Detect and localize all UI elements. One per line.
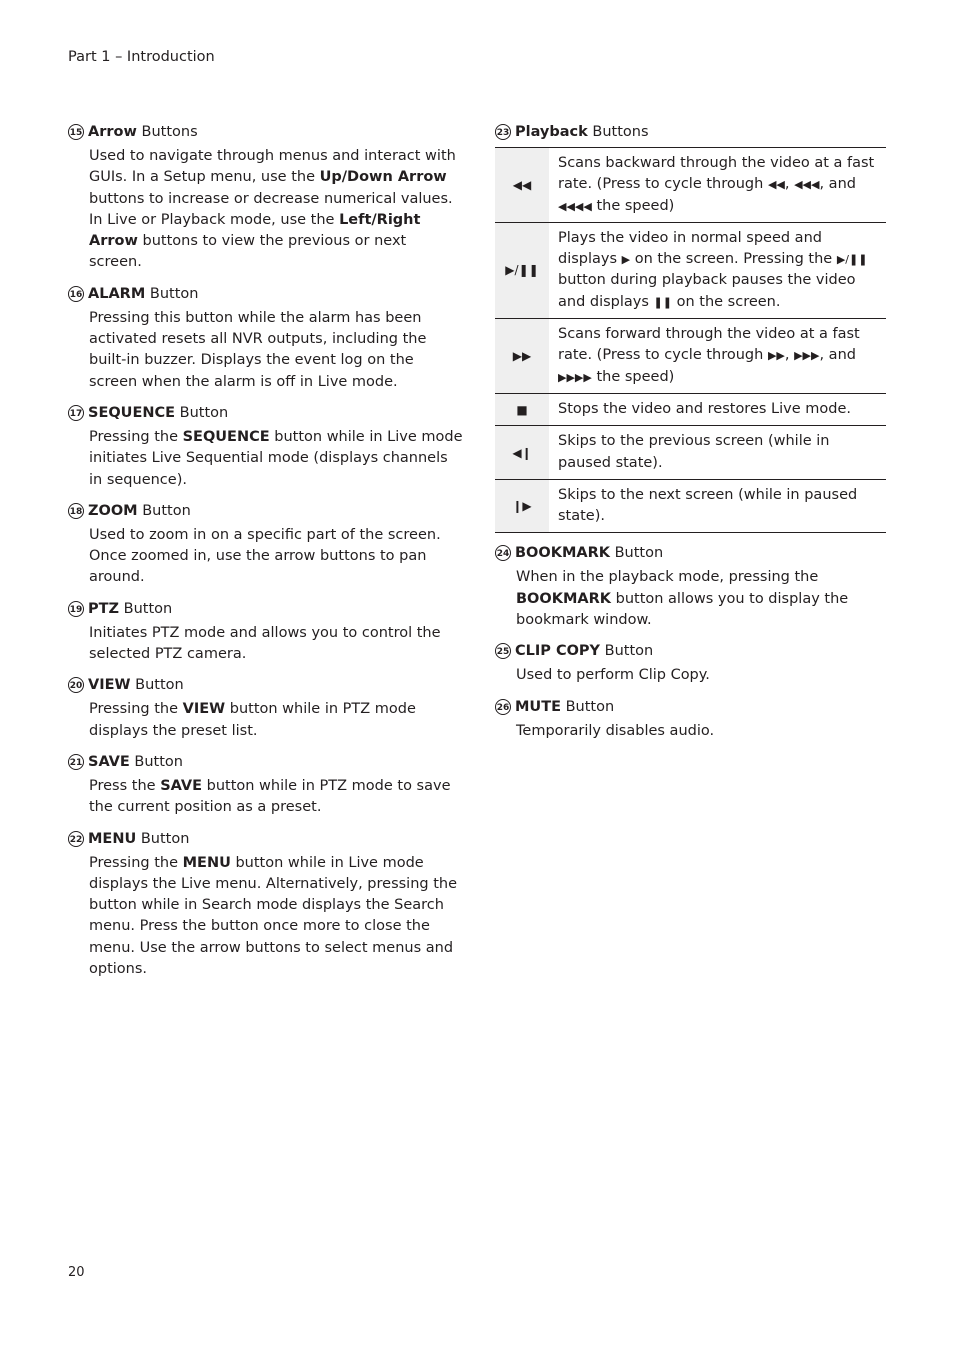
item-number: 15 xyxy=(68,124,84,140)
inline-icon: ◀◀ xyxy=(767,178,785,192)
item-title-bold: VIEW xyxy=(88,677,131,694)
item-description xyxy=(89,853,463,981)
item-title-bold: BOOKMARK xyxy=(515,545,610,562)
playback-row-description xyxy=(549,479,886,533)
playback-row xyxy=(495,393,886,425)
item-title-bold: SAVE xyxy=(88,753,130,770)
text-run: Used to zoom in on a specific part of the screen. Once zoomed in, use the arrow buttons to pan around. xyxy=(89,526,441,586)
button-description-item xyxy=(68,675,463,742)
playback-buttons-title xyxy=(495,122,886,143)
item-number: 17 xyxy=(68,405,84,421)
playback-row-description xyxy=(549,319,886,394)
play-pause-icon: ▶/❚❚ xyxy=(495,222,549,318)
page-number: 20 xyxy=(68,1265,85,1280)
text-run: Used to perform Clip Copy. xyxy=(516,667,710,684)
item-description xyxy=(89,525,463,589)
item-description xyxy=(516,567,886,631)
text-run: button while in PTZ mode displays the preset list. xyxy=(89,701,416,739)
button-description-item xyxy=(495,641,886,686)
item-number: 21 xyxy=(68,754,84,770)
item-number: 25 xyxy=(495,643,511,659)
item-title-rest: Button xyxy=(129,753,183,770)
item-number: 24 xyxy=(495,545,511,561)
inline-icon: ▶▶▶▶ xyxy=(558,370,592,384)
item-title-rest: Button xyxy=(600,643,654,660)
item-title-rest: Button xyxy=(610,545,664,562)
item-description xyxy=(89,427,463,491)
item-title xyxy=(68,122,463,143)
item-title xyxy=(68,675,463,696)
text-run: button while in Live mode displays the Live menu. Alternatively, pressing the button while in Search mode displays the Search menu. Press the button once more to close the menu. Use the arrow buttons to select menus and options. xyxy=(89,854,458,978)
bold-term: VIEW xyxy=(182,701,226,718)
text-run: the speed) xyxy=(591,368,675,385)
text-run: button allows you to display the bookmark window. xyxy=(516,590,849,629)
right-column xyxy=(495,122,886,752)
item-title-rest: Button xyxy=(175,404,229,421)
stop-icon: ■ xyxy=(495,393,549,425)
bold-term: Up/Down Arrow xyxy=(319,169,447,186)
playback-row-description xyxy=(549,393,886,425)
item-title-rest: Button xyxy=(136,830,190,847)
item-title xyxy=(68,829,463,850)
text-run: Pressing this button while the alarm has been activated resets all NVR outputs, including the built-in buzzer. Displays the event log on the screen when the alarm is off in Live mode. xyxy=(89,309,427,390)
bold-term: MENU xyxy=(182,854,231,871)
button-description-item xyxy=(68,284,463,393)
inline-icon: ▶▶▶ xyxy=(794,349,820,363)
inline-icon: ▶ xyxy=(621,253,631,267)
text-run: button while in PTZ mode to save the current position as a preset. xyxy=(89,777,451,816)
previous-frame-icon: ◀❙ xyxy=(495,426,549,480)
text-run: button while in Live mode initiates Live Sequential mode (displays channels in sequence). xyxy=(89,428,463,488)
item-title xyxy=(68,599,463,620)
text-run: Temporarily disables audio. xyxy=(516,722,715,739)
item-title-bold: PTZ xyxy=(88,600,120,617)
inline-icon: ◀◀◀ xyxy=(794,178,820,192)
button-description-item xyxy=(68,752,463,819)
item-title-rest: Buttons xyxy=(587,124,649,140)
item-title xyxy=(495,641,886,662)
text-run: When in the playback mode, pressing the xyxy=(516,569,819,586)
item-description xyxy=(89,308,463,393)
item-title-bold: MUTE xyxy=(515,698,561,715)
item-number: 26 xyxy=(495,699,511,715)
text-run: Pressing the xyxy=(89,854,183,871)
fast-forward-icon: ▶▶ xyxy=(495,319,549,394)
item-description xyxy=(89,146,463,274)
rewind-icon: ◀◀ xyxy=(495,148,549,223)
text-run: Pressing the xyxy=(89,701,183,718)
item-title xyxy=(68,501,463,522)
item-number: 18 xyxy=(68,503,84,519)
item-title-rest: Button xyxy=(119,600,173,617)
button-description-item xyxy=(68,122,463,274)
page-header: Part 1 – Introduction xyxy=(68,49,215,65)
button-description-item xyxy=(495,697,886,742)
bold-term: Left/Right Arrow xyxy=(89,211,421,250)
inline-icon: ◀◀◀◀ xyxy=(558,199,592,213)
item-title xyxy=(68,284,463,305)
item-number: 16 xyxy=(68,286,84,302)
item-title xyxy=(68,403,463,424)
item-title-bold: Playback xyxy=(515,124,588,140)
text-run: Initiates PTZ mode and allows you to control the selected PTZ camera. xyxy=(89,624,441,663)
button-description-item xyxy=(68,599,463,666)
playback-row xyxy=(495,319,886,394)
text-run: , xyxy=(784,176,795,193)
playback-row xyxy=(495,426,886,480)
item-number: 19 xyxy=(68,601,84,617)
item-title-bold: ALARM xyxy=(88,285,146,302)
item-title-bold: CLIP COPY xyxy=(515,643,601,660)
button-description-item xyxy=(495,543,886,631)
item-title-bold: MENU xyxy=(88,830,137,847)
item-number: 22 xyxy=(68,831,84,847)
bold-term: SAVE xyxy=(160,777,202,794)
item-title-rest: Button xyxy=(137,502,191,519)
bold-term: SEQUENCE xyxy=(182,428,270,445)
text-run: , and xyxy=(819,347,856,364)
item-description xyxy=(89,776,463,819)
button-description-item xyxy=(68,403,463,491)
inline-icon: ▶▶ xyxy=(767,349,785,363)
item-description xyxy=(89,699,463,742)
item-description xyxy=(516,665,886,686)
item-description xyxy=(516,721,886,742)
item-title-bold: Arrow xyxy=(88,124,137,140)
playback-row-description xyxy=(549,426,886,480)
text-run: Scans backward through the video at a fast rate. (Press to cycle through xyxy=(558,155,875,193)
playback-row xyxy=(495,222,886,318)
item-description xyxy=(89,623,463,666)
text-run: Press the xyxy=(89,777,161,794)
text-run: buttons to view the previous or next screen. xyxy=(89,233,407,271)
button-description-item xyxy=(68,501,463,589)
next-frame-icon: ❙▶ xyxy=(495,479,549,533)
item-number: 20 xyxy=(68,677,84,693)
button-description-item xyxy=(68,829,463,981)
text-run: the speed) xyxy=(591,197,675,214)
item-number: 23 xyxy=(495,124,511,140)
playback-row-description xyxy=(549,222,886,318)
item-title-rest: Buttons xyxy=(136,124,198,140)
text-run: Stops the video and restores Live mode. xyxy=(558,400,851,417)
inline-icon: ❚❚ xyxy=(653,295,672,309)
text-run: button during playback pauses the video and displays xyxy=(558,272,856,310)
playback-row xyxy=(495,148,886,223)
text-run: , and xyxy=(819,176,856,193)
playback-row xyxy=(495,479,886,533)
item-title-rest: Button xyxy=(145,285,199,302)
text-run: Plays the video in normal speed and displays xyxy=(558,229,822,268)
text-run: Pressing the xyxy=(89,428,183,445)
text-run: Skips to the previous screen (while in paused state). xyxy=(558,433,830,471)
item-title xyxy=(495,697,886,718)
playback-row-description xyxy=(549,148,886,223)
left-column xyxy=(68,122,463,990)
item-title-rest: Button xyxy=(130,677,184,694)
text-run: Skips to the next screen (while in paused state). xyxy=(558,486,858,525)
item-title-bold: ZOOM xyxy=(88,502,138,519)
text-run: on the screen. Pressing the xyxy=(630,251,837,268)
item-title-rest: Button xyxy=(561,698,615,715)
text-run: buttons to increase or decrease numerical values. In Live or Playback mode, use the xyxy=(89,190,453,228)
item-title xyxy=(68,752,463,773)
inline-icon: ▶/❚❚ xyxy=(836,253,868,267)
text-run: Scans forward through the video at a fast rate. (Press to cycle through xyxy=(558,326,860,364)
text-run: Used to navigate through menus and interact with GUIs. In a Setup menu, use the xyxy=(89,148,456,186)
bold-term: BOOKMARK xyxy=(516,590,611,607)
item-title-bold: SEQUENCE xyxy=(88,404,176,421)
text-run: , xyxy=(784,347,795,364)
playback-buttons-table xyxy=(495,147,886,533)
item-title xyxy=(495,543,886,564)
text-run: on the screen. xyxy=(671,293,781,310)
